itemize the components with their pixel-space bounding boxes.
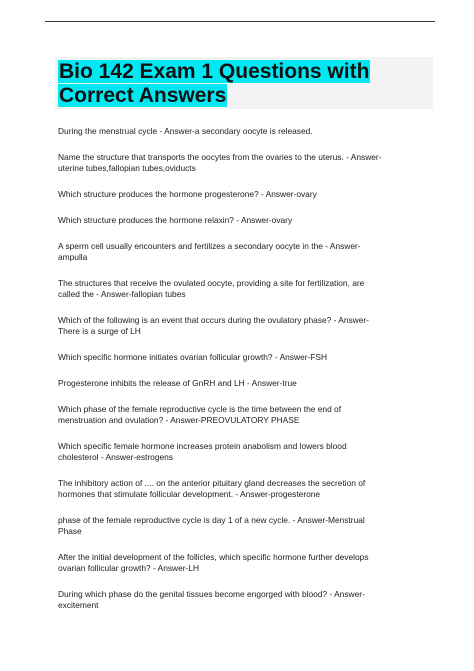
qa-line: menstruation and ovulation? - Answer-PREOVULATORY PHASE (58, 415, 300, 425)
qa-item (58, 152, 436, 174)
document-title (55, 57, 433, 108)
qa-item (58, 241, 436, 263)
qa-line: During the menstrual cycle - Answer-a secondary oocyte is released. (58, 126, 313, 136)
qa-line: Progesterone inhibits the release of GnRH and LH - Answer-true (58, 378, 297, 388)
qa-line: There is a surge of LH (58, 326, 141, 336)
qa-line: phase of the female reproductive cycle is day 1 of a new cycle. - Answer-Menstrual (58, 515, 365, 525)
qa-item (58, 589, 436, 611)
qa-line: called the - Answer-fallopian tubes (58, 289, 186, 299)
qa-line: The inhibitory action of .... on the anterior pituitary gland decreases the secretion of (58, 478, 366, 488)
qa-item (58, 126, 436, 137)
qa-line: Which phase of the female reproductive cycle is the time between the end of (58, 404, 342, 414)
qa-item (58, 378, 436, 389)
qa-line: ovarian follicular growth? - Answer-LH (58, 563, 200, 573)
qa-line: cholesterol - Answer-estrogens (58, 452, 173, 462)
qa-line: Name the structure that transports the oocytes from the ovaries to the uterus. - Answer- (58, 152, 382, 162)
qa-item (58, 352, 436, 363)
qa-list (58, 126, 436, 626)
top-rule (45, 21, 435, 22)
qa-line: Which specific female hormone increases protein anabolism and lowers blood (58, 441, 347, 451)
qa-line: During which phase do the genital tissues become engorged with blood? - Answer- (58, 589, 365, 599)
qa-item (58, 189, 436, 200)
qa-item (58, 552, 436, 574)
qa-line: ampulla (58, 252, 88, 262)
qa-item (58, 278, 436, 300)
qa-line: hormones that stimulate follicular development. - Answer-progesterone (58, 489, 321, 499)
qa-line: Which structure produces the hormone relaxin? - Answer-ovary (58, 215, 293, 225)
qa-item (58, 404, 436, 426)
qa-line: The structures that receive the ovulated oocyte, providing a site for fertilization, are (58, 278, 365, 288)
title-line-1: Bio 142 Exam 1 Questions with (59, 60, 370, 83)
title-line-2: Correct Answers (59, 84, 227, 107)
qa-line: Phase (58, 526, 82, 536)
qa-line: uterine tubes,fallopian tubes,oviducts (58, 163, 196, 173)
qa-line: After the initial development of the follicles, which specific hormone further develops (58, 552, 369, 562)
title-block (55, 57, 433, 109)
qa-line: A sperm cell usually encounters and fertilizes a secondary oocyte in the - Answer- (58, 241, 361, 251)
qa-item (58, 441, 436, 463)
qa-item (58, 215, 436, 226)
qa-line: Which structure produces the hormone progesterone? - Answer-ovary (58, 189, 317, 199)
qa-line: Which specific hormone initiates ovarian follicular growth? - Answer-FSH (58, 352, 328, 362)
qa-item (58, 515, 436, 537)
qa-item (58, 315, 436, 337)
qa-line: Which of the following is an event that occurs during the ovulatory phase? - Answer- (58, 315, 369, 325)
qa-line: excitement (58, 600, 99, 610)
qa-item (58, 478, 436, 500)
